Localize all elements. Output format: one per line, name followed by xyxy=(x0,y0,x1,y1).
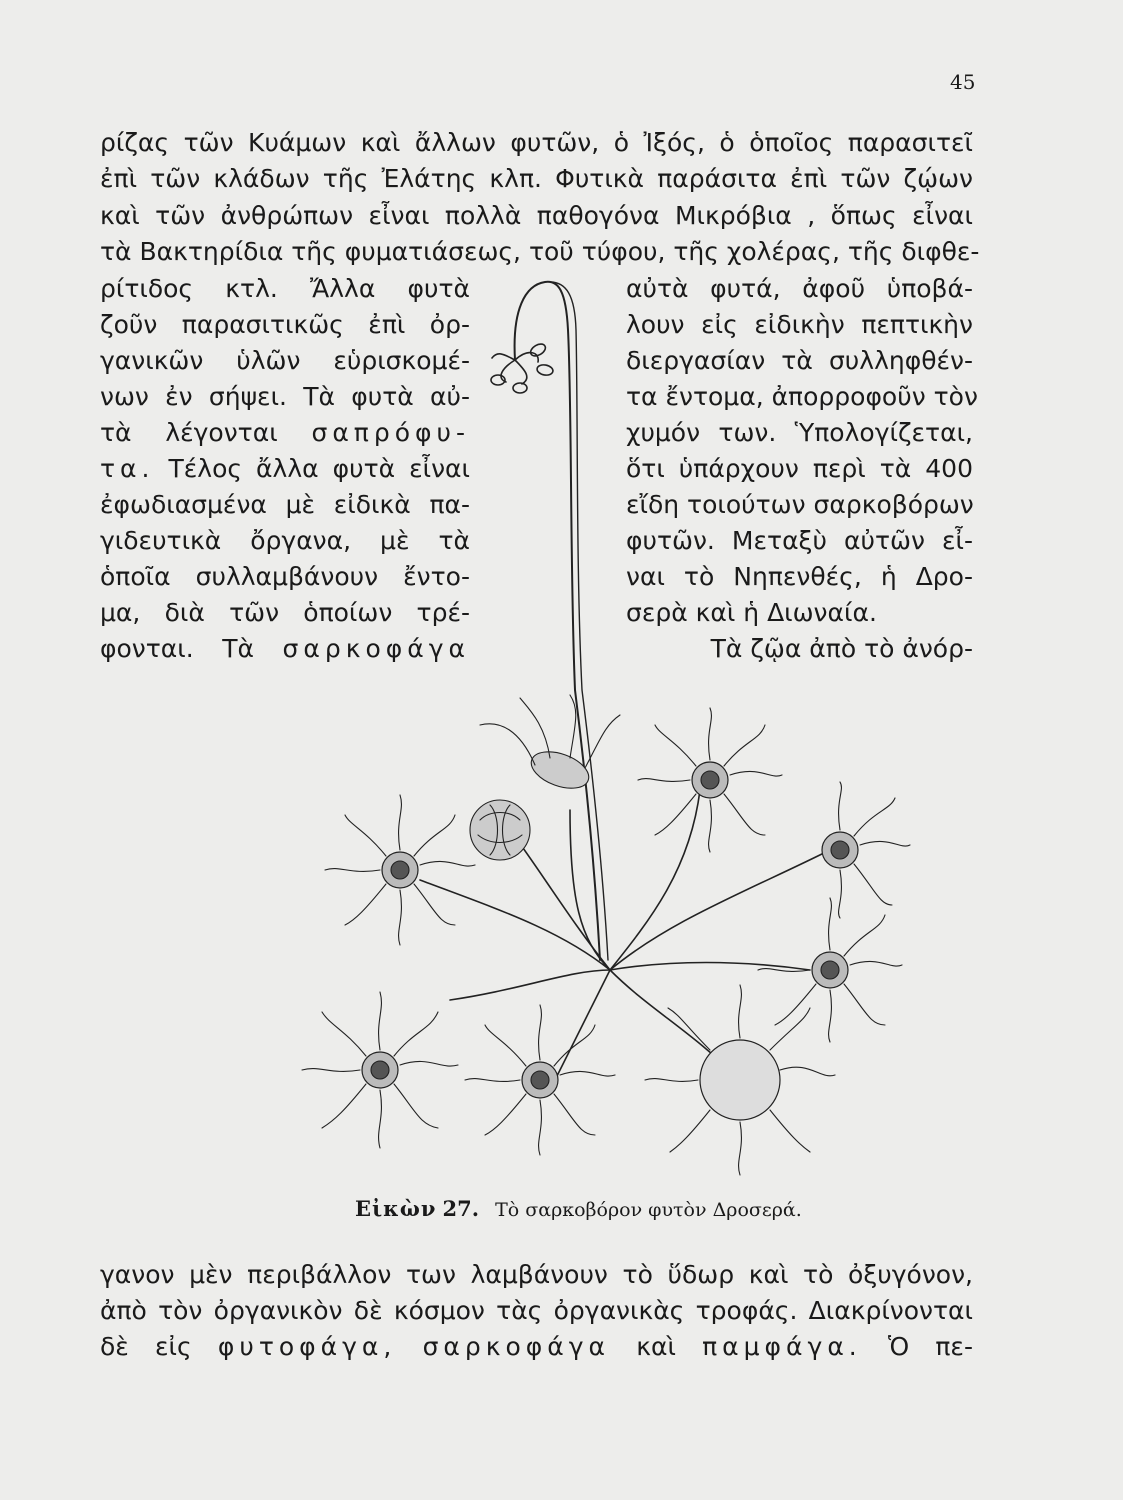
text-line: τὰ Βακτηρίδια τῆς φυματιάσεως, τοῦ τύφου, τῆς χολέρας, τῆς διφθε- xyxy=(100,237,980,266)
emphasized-term: παμφάγα. xyxy=(702,1332,862,1361)
text-line: εἴδη τοιούτων σαρκοβόρων xyxy=(626,490,974,519)
text-line: διεργασίαν τὰ συλληφθέν- xyxy=(626,346,973,375)
figure-caption xyxy=(355,1196,802,1221)
text-run: καὶ xyxy=(636,1332,676,1361)
drosera-illustration xyxy=(270,270,960,1190)
text-line: ὁποῖα συλλαμβάνουν ἔντο- xyxy=(100,562,470,591)
text-run: φονται. Τὰ xyxy=(100,634,254,663)
text-line xyxy=(100,1330,973,1364)
emphasized-term: σαρκοφάγα xyxy=(282,634,470,663)
text-line: ρίζας τῶν Κυάμων καὶ ἄλλων φυτῶν, ὁ Ἰξός, ὁ ὁποῖος παρασιτεῖ xyxy=(100,128,973,157)
text-line: ρίτιδος κτλ. Ἄλλα φυτὰ xyxy=(100,274,470,303)
text-line: γιδευτικὰ ὄργανα, μὲ τὰ xyxy=(100,526,470,555)
page-number: 45 xyxy=(950,70,976,94)
text-run: Τέλος ἄλλα φυτὰ εἶναι xyxy=(168,454,470,483)
text-run: Ὁ πε- xyxy=(887,1332,973,1361)
text-line: ναι τὸ Νηπενθές, ἡ Δρο- xyxy=(626,562,973,591)
figure-number: 27. xyxy=(442,1196,480,1221)
text-line: ἀπὸ τὸν ὀργανικὸν δὲ κόσμον τὰς ὀργανικὰς τροφάς. Διακρίνονται xyxy=(100,1296,973,1325)
figure-caption-text: Τὸ σαρκοβόρον φυτὸν Δροσερά. xyxy=(495,1199,802,1221)
text-line: χυμόν των. Ὑπολογίζεται, xyxy=(626,418,973,447)
emphasized-term: τα. xyxy=(100,454,155,483)
text-line: νων ἐν σήψει. Τὰ φυτὰ αὐ- xyxy=(100,382,470,411)
text-line: λουν εἰς εἰδικὴν πεπτικὴν xyxy=(626,310,973,339)
text-run: δὲ εἰς xyxy=(100,1332,192,1361)
text-line: καὶ τῶν ἀνθρώπων εἶναι πολλὰ παθογόνα Μικρόβια , ὅπως εἶναι xyxy=(100,201,973,230)
text-line: τα ἔντομα, ἀπορροφοῦν τὸν xyxy=(626,382,978,411)
text-line: ἐφωδιασμένα μὲ εἰδικὰ πα- xyxy=(100,490,470,519)
text-line: φυτῶν. Μεταξὺ αὐτῶν εἶ- xyxy=(626,526,973,555)
emphasized-term: σαρκοφάγα xyxy=(422,1332,611,1361)
text-line: μα, διὰ τῶν ὁποίων τρέ- xyxy=(100,598,470,627)
text-line: αὐτὰ φυτά, ἀφοῦ ὑποβά- xyxy=(626,274,973,303)
text-run: τὰ λέγονται xyxy=(100,418,278,447)
emphasized-term: φυτοφάγα, xyxy=(217,1332,397,1361)
text-line: ἐπὶ τῶν κλάδων τῆς Ἐλάτης κλπ. Φυτικὰ παράσιτα ἐπὶ τῶν ζῴων xyxy=(100,164,973,193)
text-line: ὅτι ὑπάρχουν περὶ τὰ 400 xyxy=(626,454,973,483)
figure-label: Εἰκὼν xyxy=(355,1196,437,1221)
text-line: ζοῦν παρασιτικῶς ἐπὶ ὀρ- xyxy=(100,310,470,339)
text-line: γανον μὲν περιβάλλον των λαμβάνουν τὸ ὕδωρ καὶ τὸ ὀξυγόνον, xyxy=(100,1260,973,1289)
text-line: Τὰ ζῷα ἀπὸ τὸ ἀνόρ- xyxy=(710,634,973,663)
text-line: σερὰ καὶ ἡ Διωναία. xyxy=(626,598,877,627)
emphasized-term: σαπρόφυ- xyxy=(311,418,470,447)
text-line: γανικῶν ὑλῶν εὑρισκομέ- xyxy=(100,346,470,375)
